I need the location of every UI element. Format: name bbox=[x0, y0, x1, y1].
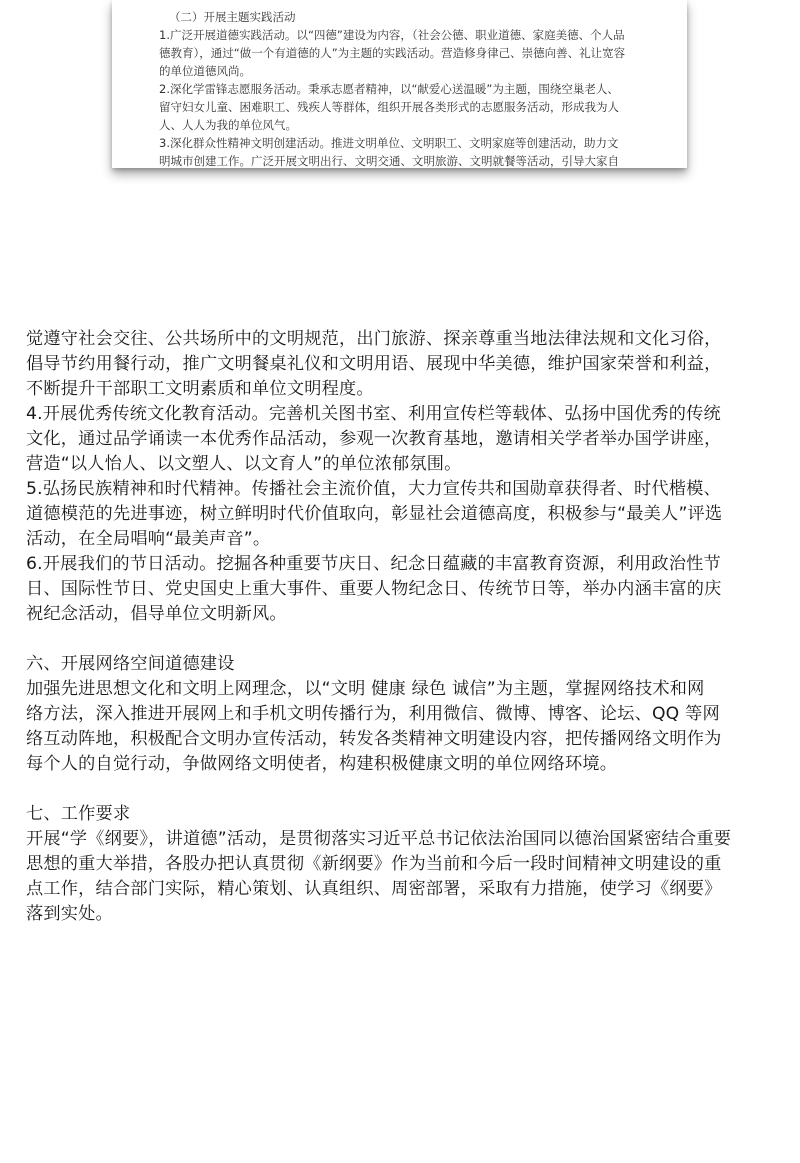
section-seven-title: 七、工作要求 bbox=[26, 804, 131, 824]
body-line: 络互动阵地，积极配合文明办宣传活动，转发各类精神文明建设内容，把传播网络文明作为 bbox=[26, 729, 722, 749]
preview-line: 1.广泛开展道德实践活动。以“四德”建设为内容，（社会公德、职业道德、家庭美德、个人品 bbox=[159, 28, 625, 42]
body-line: 不断提升干部职工文明素质和单位文明程度。 bbox=[26, 379, 374, 399]
paragraph-gap bbox=[26, 627, 778, 652]
body-line: 觉遵守社会交往、公共场所中的文明规范，出门旅游、探亲尊重当地法律法规和文化习俗， bbox=[26, 329, 722, 349]
preview-line: 人、人人为我的单位风气。 bbox=[159, 118, 297, 132]
body-line: 日、国际性节日、党史国史上重大事件、重要人物纪念日、传统节日等，举办内涵丰富的庆 bbox=[26, 579, 722, 599]
body-line: 4.开展优秀传统文化教育活动。完善机关图书室、利用宣传栏等载体、弘扬中国优秀的传统 bbox=[26, 404, 721, 424]
preview-line: 留守妇女儿童、困难职工、残疾人等群体，组织开展各类形式的志愿服务活动，形成我为人 bbox=[159, 100, 619, 114]
body-line: 开展“学《纲要》，讲道德”活动，是贯彻落实习近平总书记依法治国同以德治国紧密结合重要 bbox=[26, 829, 732, 849]
preview-line: 3.深化群众性精神文明创建活动。推进文明单位、文明职工、文明家庭等创建活动，助力文 bbox=[159, 136, 619, 150]
body-line: 落到实处。 bbox=[26, 904, 113, 924]
preview-line: 2.深化学雷锋志愿服务活动。秉承志愿者精神，以“献爱心送温暖”为主题，围绕空巢老人、 bbox=[159, 82, 619, 96]
section-six-title: 六、开展网络空间道德建设 bbox=[26, 654, 235, 674]
body-line: 思想的重大举措，各股办把认真贯彻《新纲要》作为当前和今后一段时间精神文明建设的重 bbox=[26, 854, 722, 874]
document-body bbox=[26, 327, 778, 927]
preview-line: 德教育），通过“做一个有道德的人”为主题的实践活动。营造修身律己、崇德向善、礼让宽容 bbox=[159, 46, 626, 60]
body-line: 6.开展我们的节日活动。挖掘各种重要节庆日、纪念日蕴藏的丰富教育资源，利用政治性节 bbox=[26, 554, 721, 574]
body-line: 倡导节约用餐行动，推广文明餐桌礼仪和文明用语、展现中华美德，维护国家荣誉和利益， bbox=[26, 354, 722, 374]
body-line: 道德模范的先进事迹，树立鲜明时代价值取向，彰显社会道德高度，积极参与“最美人”评选 bbox=[26, 504, 723, 524]
body-line: 络方法，深入推进开展网上和手机文明传播行为，利用微信、微博、博客、论坛、QQ 等网 bbox=[26, 704, 720, 724]
body-line: 点工作，结合部门实际，精心策划、认真组织、周密部署，采取有力措施，使学习《纲要》 bbox=[26, 879, 722, 899]
body-line: 每个人的自觉行动，争做网络文明使者，构建积极健康文明的单位网络环境。 bbox=[26, 754, 618, 774]
body-line: 祝纪念活动，倡导单位文明新风。 bbox=[26, 604, 287, 624]
preview-line: 的单位道德风尚。 bbox=[159, 64, 251, 78]
body-line: 营造“以人怡人、以文塑人、以文育人”的单位浓郁氛围。 bbox=[26, 454, 462, 474]
body-line: 文化，通过品学诵读一本优秀作品活动，参观一次教育基地，邀请相关学者举办国学讲座， bbox=[26, 429, 722, 449]
body-line: 加强先进思想文化和文明上网理念，以“文明 健康 绿色 诚信”为主题，掌握网络技术和网 bbox=[26, 679, 705, 699]
preview-line: 明城市创建工作。广泛开展文明出行、文明交通、文明旅游、文明就餐等活动，引导大家自 bbox=[159, 154, 619, 168]
document-preview-card bbox=[112, 0, 687, 168]
body-line: 活动，在全局唱响“最美声音”。 bbox=[26, 529, 271, 549]
body-line: 5.弘扬民族精神和时代精神。传播社会主流价值，大力宣传共和国勋章获得者、时代楷模、 bbox=[26, 479, 721, 499]
paragraph-gap bbox=[26, 777, 778, 802]
preview-heading: （二）开展主题实践活动 bbox=[169, 10, 296, 24]
